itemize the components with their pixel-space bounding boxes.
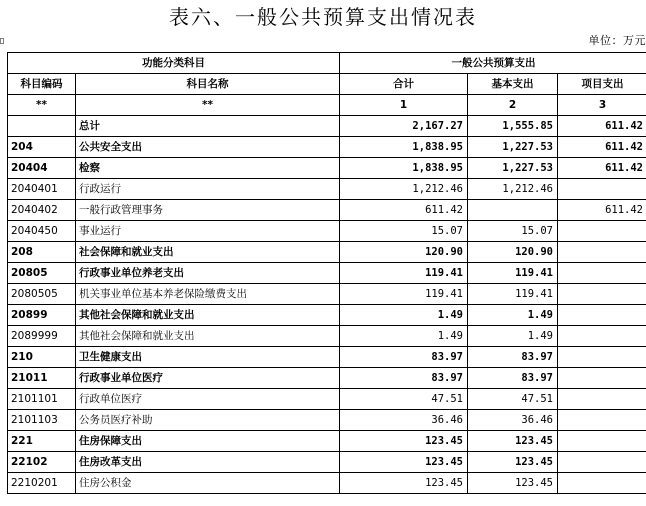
cell-subject-name: 行政事业单位养老支出 [76, 263, 340, 284]
cell-subject-code: 221 [8, 431, 76, 452]
table-row [8, 263, 646, 284]
cell-subject-code: 2040450 [8, 221, 76, 242]
cell-project-expenditure [558, 410, 646, 431]
cell-basic-expenditure: 1,227.53 [468, 137, 558, 158]
cell-project-expenditure [558, 179, 646, 200]
cell-total: 123.45 [340, 431, 468, 452]
cell-subject-code: 2080505 [8, 284, 76, 305]
cell-subject-name: 一般行政管理事务 [76, 200, 340, 221]
cell-project-expenditure [558, 305, 646, 326]
cell-project-expenditure: 611.42 [558, 158, 646, 179]
cell-basic-expenditure: 1,227.53 [468, 158, 558, 179]
cell-total: 36.46 [340, 410, 468, 431]
cell-project-expenditure [558, 242, 646, 263]
cell-subject-name: 检察 [76, 158, 340, 179]
cell-project-expenditure [558, 326, 646, 347]
cell-subject-name: 卫生健康支出 [76, 347, 340, 368]
cell-subject-name: 行政事业单位医疗 [76, 368, 340, 389]
cell-subject-name: 公共安全支出 [76, 137, 340, 158]
table-row [8, 410, 646, 431]
table-row [8, 116, 646, 137]
cell-project-expenditure [558, 284, 646, 305]
header-column-row [8, 74, 646, 95]
cell-basic-expenditure: 119.41 [468, 263, 558, 284]
cell-subject-code: 208 [8, 242, 76, 263]
header-subject-code: 科目编码 [8, 74, 76, 95]
cell-project-expenditure: 611.42 [558, 200, 646, 221]
cell-subject-code: 20404 [8, 158, 76, 179]
header-total: 合计 [340, 74, 468, 95]
table-row [8, 200, 646, 221]
cell-project-expenditure [558, 389, 646, 410]
cell-total: 1.49 [340, 326, 468, 347]
cell-project-expenditure [558, 452, 646, 473]
cell-subject-code: 2101101 [8, 389, 76, 410]
cell-basic-expenditure: 47.51 [468, 389, 558, 410]
header-index-project: 3 [558, 95, 646, 116]
cell-total: 1.49 [340, 305, 468, 326]
cell-total: 123.45 [340, 473, 468, 494]
cell-basic-expenditure: 123.45 [468, 452, 558, 473]
anchor-marker [0, 38, 4, 44]
cell-basic-expenditure: 119.41 [468, 284, 558, 305]
table-row [8, 431, 646, 452]
cell-basic-expenditure [468, 200, 558, 221]
cell-total: 611.42 [340, 200, 468, 221]
unit-label: 单位：万元 [588, 34, 646, 47]
table-row [8, 158, 646, 179]
cell-basic-expenditure: 123.45 [468, 431, 558, 452]
cell-total: 119.41 [340, 284, 468, 305]
cell-project-expenditure [558, 368, 646, 389]
cell-basic-expenditure: 1.49 [468, 326, 558, 347]
cell-total: 119.41 [340, 263, 468, 284]
table-row [8, 326, 646, 347]
cell-total: 83.97 [340, 347, 468, 368]
cell-total: 1,212.46 [340, 179, 468, 200]
cell-subject-code: 210 [8, 347, 76, 368]
cell-subject-name: 机关事业单位基本养老保险缴费支出 [76, 284, 340, 305]
table-row [8, 284, 646, 305]
cell-subject-name: 公务员医疗补助 [76, 410, 340, 431]
cell-subject-name: 住房保障支出 [76, 431, 340, 452]
cell-subject-name: 行政单位医疗 [76, 389, 340, 410]
cell-basic-expenditure: 1,212.46 [468, 179, 558, 200]
cell-total: 15.07 [340, 221, 468, 242]
header-functional-classification: 功能分类科目 [8, 53, 340, 74]
header-index-row [8, 95, 646, 116]
cell-project-expenditure [558, 347, 646, 368]
cell-total: 47.51 [340, 389, 468, 410]
cell-basic-expenditure: 36.46 [468, 410, 558, 431]
cell-basic-expenditure: 1.49 [468, 305, 558, 326]
cell-subject-name: 住房公积金 [76, 473, 340, 494]
cell-subject-code: 20805 [8, 263, 76, 284]
header-code-marker: ** [8, 95, 76, 116]
cell-total: 123.45 [340, 452, 468, 473]
expenditure-table [7, 52, 646, 494]
table-row [8, 221, 646, 242]
cell-subject-code: 2089999 [8, 326, 76, 347]
table-row [8, 179, 646, 200]
table-row [8, 242, 646, 263]
cell-project-expenditure [558, 263, 646, 284]
cell-subject-name: 住房改革支出 [76, 452, 340, 473]
cell-subject-name: 其他社会保障和就业支出 [76, 305, 340, 326]
cell-subject-code: 2040402 [8, 200, 76, 221]
cell-project-expenditure [558, 473, 646, 494]
cell-project-expenditure: 611.42 [558, 116, 646, 137]
cell-subject-code [8, 116, 76, 137]
cell-basic-expenditure: 83.97 [468, 347, 558, 368]
cell-subject-code: 20899 [8, 305, 76, 326]
cell-total: 1,838.95 [340, 158, 468, 179]
table-row [8, 347, 646, 368]
table-row [8, 368, 646, 389]
table-row [8, 452, 646, 473]
header-name-marker: ** [76, 95, 340, 116]
table-row [8, 137, 646, 158]
cell-subject-code: 21011 [8, 368, 76, 389]
cell-subject-name: 总计 [76, 116, 340, 137]
header-index-total: 1 [340, 95, 468, 116]
cell-subject-name: 行政运行 [76, 179, 340, 200]
cell-basic-expenditure: 83.97 [468, 368, 558, 389]
table-row [8, 389, 646, 410]
header-subject-name: 科目名称 [76, 74, 340, 95]
header-group-row [8, 53, 646, 74]
cell-subject-code: 22102 [8, 452, 76, 473]
header-basic-expenditure: 基本支出 [468, 74, 558, 95]
cell-basic-expenditure: 120.90 [468, 242, 558, 263]
cell-basic-expenditure: 123.45 [468, 473, 558, 494]
cell-subject-code: 2210201 [8, 473, 76, 494]
table-row [8, 305, 646, 326]
document-title: 表六、一般公共预算支出情况表 [169, 5, 477, 29]
cell-project-expenditure [558, 431, 646, 452]
header-project-expenditure: 项目支出 [558, 74, 646, 95]
cell-subject-code: 2101103 [8, 410, 76, 431]
cell-basic-expenditure: 1,555.85 [468, 116, 558, 137]
cell-total: 83.97 [340, 368, 468, 389]
cell-project-expenditure [558, 221, 646, 242]
cell-subject-name: 事业运行 [76, 221, 340, 242]
header-index-basic: 2 [468, 95, 558, 116]
cell-total: 120.90 [340, 242, 468, 263]
cell-subject-name: 社会保障和就业支出 [76, 242, 340, 263]
cell-total: 1,838.95 [340, 137, 468, 158]
cell-subject-name: 其他社会保障和就业支出 [76, 326, 340, 347]
cell-subject-code: 2040401 [8, 179, 76, 200]
cell-project-expenditure: 611.42 [558, 137, 646, 158]
cell-total: 2,167.27 [340, 116, 468, 137]
cell-subject-code: 204 [8, 137, 76, 158]
table-row [8, 473, 646, 494]
header-general-budget-expenditure: 一般公共预算支出 [340, 53, 646, 74]
cell-basic-expenditure: 15.07 [468, 221, 558, 242]
